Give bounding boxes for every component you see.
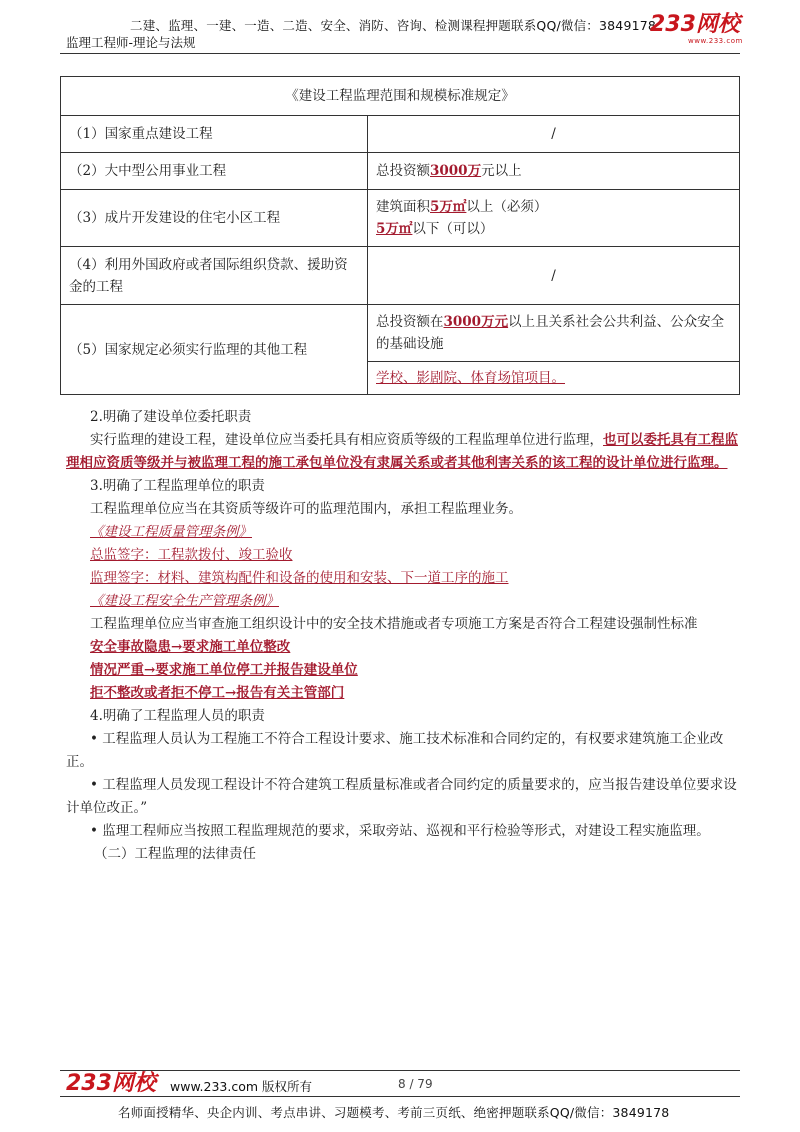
table-row — [61, 247, 740, 305]
header-logo: 233网校 — [650, 12, 740, 37]
scope-table — [60, 76, 740, 395]
highlight-amount: 3000万 — [430, 163, 482, 179]
cell-text: 总投资额 — [376, 163, 430, 179]
table-cell-right — [368, 190, 740, 247]
table-title-row — [61, 77, 740, 116]
emphasis-line — [66, 544, 738, 567]
regulation-title — [66, 590, 738, 613]
cell-text: 建筑面积 — [376, 199, 430, 215]
table-row — [61, 190, 740, 247]
emphasis-text: 总监签字：工程款拨付、竣工验收 — [90, 547, 293, 563]
highlight-area: 5万㎡ — [376, 221, 413, 237]
page-number: 8 / 79 — [398, 1077, 433, 1091]
regulation-title — [66, 521, 738, 544]
emphasis-text: 也可以委托具有工程监理相应资质等级并与被监理工程的施工承包单位没有隶属关系或者其他利害关系的该工程的设计单位进行监理。 — [66, 432, 738, 471]
highlight-venues: 学校、影剧院、体育场馆项目。 — [376, 370, 565, 386]
paragraph-text: 实行监理的建设工程，建设单位应当委托具有相应资质等级的工程监理单位进行监理， — [90, 432, 603, 448]
emphasis-text: 安全事故隐患→要求施工单位整改 — [90, 639, 291, 655]
cell-line — [376, 196, 731, 218]
table-row — [61, 305, 740, 362]
table-row — [61, 153, 740, 190]
paragraph: 工程监理单位应当在其资质等级许可的监理范围内，承担工程监理业务。 — [90, 501, 522, 517]
cell-text: 元以上 — [481, 163, 522, 179]
emphasis-line — [66, 659, 738, 682]
bullet-item: • 工程监理人员认为工程施工不符合工程设计要求、施工技术标准和合同约定的，有权要求建筑施工企业改正。 — [66, 731, 724, 770]
emphasis-line — [66, 682, 738, 705]
footer-logo: 233网校 — [66, 1071, 156, 1096]
emphasis-text: 监理签字：材料、建筑构配件和设备的使用和安装、下一道工序的施工 — [90, 570, 509, 586]
footer-rule — [60, 1096, 740, 1097]
emphasis-text: 拒不整改或者拒不停工→报告有关主管部门 — [90, 685, 345, 701]
cell-text: 以上（必须） — [466, 199, 548, 215]
cell-text: 以上且关系社会公共利益、公众安全的基础设施 — [376, 314, 725, 352]
body-text — [66, 406, 738, 866]
emphasis-line — [66, 567, 738, 590]
section-heading: （二）工程监理的法律责任 — [94, 846, 256, 862]
section-heading: 3.明确了工程监理单位的职责 — [90, 478, 265, 494]
footer-promo: 名师面授精华、央企内训、考点串讲、习题模考、考前三页纸、绝密押题联系QQ/微信：3849178 — [118, 1105, 670, 1120]
bullet-item: • 监理工程师应当按照工程监理规范的要求，采取旁站、巡视和平行检验等形式，对建设工程实施监理。 — [90, 823, 710, 839]
table-cell-left: （1）国家重点建设工程 — [61, 116, 368, 153]
table-title: 《建设工程监理范围和规模标准规定》 — [61, 77, 740, 116]
table-cell-left: （3）成片开发建设的住宅小区工程 — [61, 190, 368, 247]
header-rule — [60, 53, 740, 54]
footer-copyright: www.233.com 版权所有 — [170, 1079, 312, 1094]
header-promo: 二建、监理、一建、一造、二造、安全、消防、咨询、检测课程押题联系QQ/微信：3849178 — [130, 18, 657, 33]
table-cell-right — [368, 153, 740, 190]
cell-text: 总投资额在 — [376, 314, 444, 330]
table-row — [61, 116, 740, 153]
emphasis-text: 《建设工程质量管理条例》 — [90, 524, 252, 540]
table-cell-right: / — [368, 116, 740, 153]
footer-rule — [60, 1070, 740, 1071]
section-heading: 4.明确了工程监理人员的职责 — [90, 708, 265, 724]
table-cell-right — [368, 362, 740, 395]
paragraph — [66, 429, 738, 475]
paragraph: 工程监理单位应当审查施工组织设计中的安全技术措施或者专项施工方案是否符合工程建设强制性标准 — [90, 616, 698, 632]
header-subtitle: 监理工程师-理论与法规 — [66, 35, 196, 50]
table-cell-right — [368, 305, 740, 362]
table-cell-left: （5）国家规定必须实行监理的其他工程 — [61, 305, 368, 395]
table-cell-left: （2）大中型公用事业工程 — [61, 153, 368, 190]
emphasis-text: 情况严重→要求施工单位停工并报告建设单位 — [90, 662, 358, 678]
emphasis-line — [66, 636, 738, 659]
table-cell-left: （4）利用外国政府或者国际组织贷款、援助资金的工程 — [61, 247, 368, 305]
bullet-item: • 工程监理人员发现工程设计不符合建筑工程质量标准或者合同约定的质量要求的，应当报告建设单位要求设计单位改正。” — [66, 777, 737, 816]
emphasis-text: 《建设工程安全生产管理条例》 — [90, 593, 279, 609]
table-cell-right: / — [368, 247, 740, 305]
cell-text: 以下（可以） — [412, 221, 494, 237]
cell-line — [376, 218, 731, 240]
header-logo-url: www.233.com — [688, 37, 743, 45]
section-heading: 2.明确了建设单位委托职责 — [90, 409, 252, 425]
highlight-amount: 3000万元 — [443, 314, 509, 330]
highlight-area: 5万㎡ — [430, 199, 467, 215]
